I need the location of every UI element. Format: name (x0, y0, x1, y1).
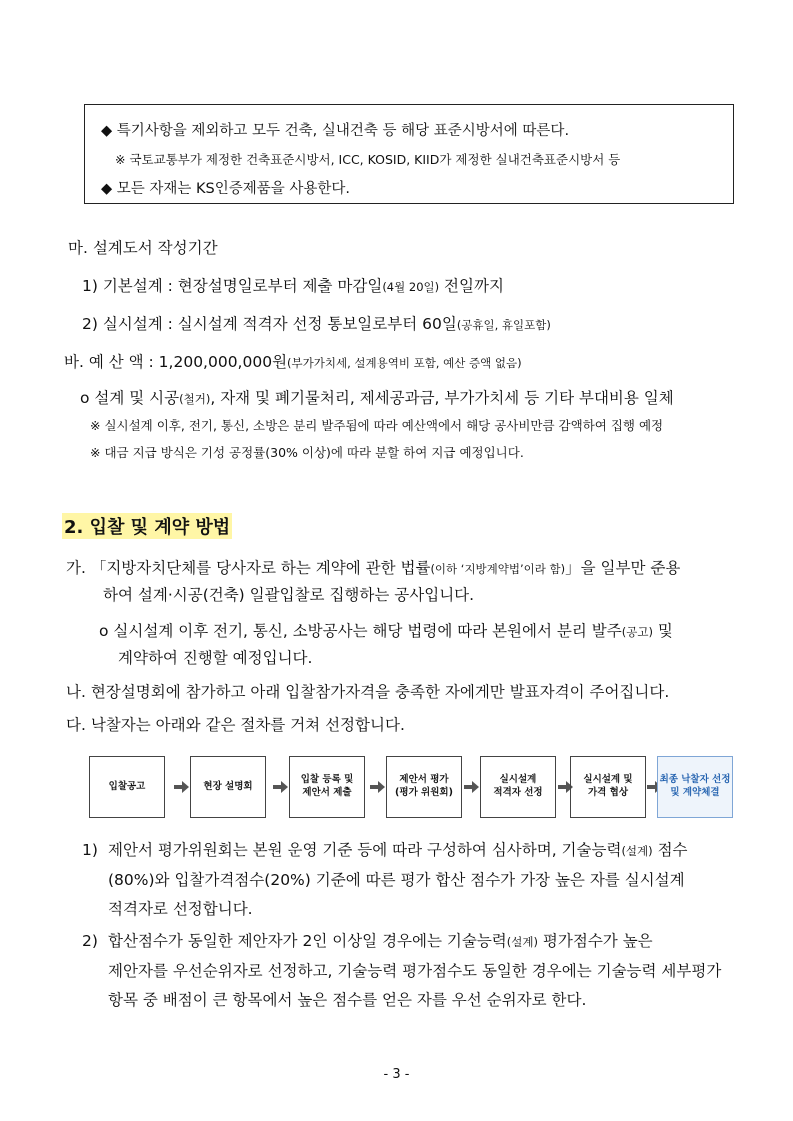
section-ga-sub-1-a: o 실시설계 이후 전기, 통신, 소방공사는 해당 법령에 따라 본원에서 분리 발주 (99, 622, 622, 640)
notice-box (84, 104, 734, 204)
paragraph-2-line-1 (108, 927, 738, 957)
section-ma-item-1-date: (4월 20일) (382, 280, 440, 294)
section-ga-sub-1-small: (공고) (621, 625, 653, 639)
section-ma-item-2-note: (공휴일, 휴일포함) (456, 318, 551, 332)
paragraph-2-line-1-small: (설계) (506, 935, 538, 949)
section-ga-line-1 (66, 556, 680, 578)
section-ba-bullet-b: , 자재 및 폐기물처리, 제세공과금, 부가가치세 등 기타 부대비용 일체 (210, 389, 674, 407)
section-ba-bullet (80, 386, 674, 408)
paragraph-1-line-1-b: 점수 (652, 841, 688, 859)
section-ma-item-2 (82, 312, 551, 334)
section-ba-note-1: ※ 실시설계 이후, 전기, 통신, 소방은 분리 발주됨에 따라 예산액에서 해당 공사비만큼 감액하여 집행 예정 (90, 418, 664, 433)
section-ga-sub-2: 계약하여 진행할 예정입니다. (118, 649, 313, 667)
paragraph-1-line-1-small: (설계) (621, 844, 653, 858)
flow-step-4: 제안서 평가 (평가 위원회) (386, 756, 462, 818)
section-ga-sub-1-b: 및 (652, 622, 673, 640)
paragraph-1-line-3: 적격자로 선정합니다. (108, 900, 253, 918)
paragraph-2-line-2: 제안자를 우선순위자로 선정하고, 기술능력 평가점수도 동일한 경우에는 기술능력 세부평가 (108, 962, 722, 980)
section-ga-line-2: 하여 설계·시공(건축) 일괄입찰로 집행하는 공사입니다. (103, 586, 475, 604)
flow-step-7: 최종 낙찰자 선정 및 계약체결 (657, 756, 733, 818)
section-ba-bullet-small: (철거) (179, 392, 211, 406)
section-ma-item-1 (82, 274, 504, 296)
paragraph-2-line-1-b: 평가점수가 높은 (537, 932, 653, 950)
section-ba-bullet-a: o 설계 및 시공 (80, 389, 180, 407)
paragraph-2-line-3: 항목 중 배점이 큰 항목에서 높은 점수를 얻은 자를 우선 순위자로 한다. (108, 991, 587, 1009)
section-ma-item-1-end: 전일까지 (439, 277, 504, 295)
notice-line-2: ◆ 모든 자재는 KS인증제품을 사용한다. (101, 181, 351, 197)
notice-line-1: ◆ 특기사항을 제외하고 모두 건축, 실내건축 등 해당 표준시방서에 따른다. (101, 123, 570, 139)
section-ga-line-1-a: 가. 「지방자치단체를 당사자로 하는 계약에 관한 법률 (66, 559, 431, 577)
flow-step-5: 실시설계 적격자 선정 (480, 756, 556, 818)
section-ba-budget-note: (부가가치세, 설계용역비 포함, 예산 증액 없음) (287, 356, 522, 370)
paragraph-1-line-2: (80%)와 입찰가격점수(20%) 기준에 따른 평가 합산 점수가 가장 높은 자를 실시설계 (108, 871, 685, 889)
paragraph-2-line-1-a: 합산점수가 동일한 제안자가 2인 이상일 경우에는 기술능력 (108, 932, 507, 950)
paragraph-2-number: 2) (82, 932, 98, 950)
section-ba-budget: 바. 예 산 액 : 1,200,000,000원 (64, 353, 288, 371)
notice-note: ※ 국토교통부가 제정한 건축표준시방서, ICC, KOSID, KIID가 제정한 실내건축표준시방서 등 (115, 152, 621, 167)
flow-step-6: 실시설계 및 가격 협상 (570, 756, 646, 818)
section-heading: 2. 입찰 및 계약 방법 (62, 513, 232, 539)
paragraph-1 (82, 836, 738, 924)
section-ba-title (64, 350, 522, 372)
section-da: 다. 낙찰자는 아래와 같은 절차를 거쳐 선정합니다. (66, 716, 405, 734)
paragraph-1-number: 1) (82, 841, 98, 859)
section-ga-line-1-b: 」을 일부만 준용 (565, 559, 681, 577)
flow-step-1: 입찰공고 (89, 756, 165, 818)
section-ma-title: 마. 설계도서 작성기간 (68, 239, 218, 257)
page-number: - 3 - (383, 1067, 410, 1082)
flow-step-3: 입찰 등록 및 제안서 제출 (289, 756, 365, 818)
paragraph-1-line-1 (108, 836, 738, 866)
section-ma-item-2-main: 2) 실시설계 : 실시설계 적격자 선정 통보일로부터 60일 (82, 315, 457, 333)
selection-flow (89, 756, 734, 818)
section-ga-line-1-small: (이하 ‘지방계약법’이라 함) (430, 562, 566, 576)
section-na: 나. 현장설명회에 참가하고 아래 입찰참가자격을 충족한 자에게만 발표자격이 주어집니다. (66, 683, 670, 701)
paragraph-2 (82, 927, 738, 1015)
section-ga-sub-1 (99, 619, 673, 641)
flow-step-2: 현장 설명회 (190, 756, 266, 818)
paragraph-1-line-1-a: 제안서 평가위원회는 본원 운영 기준 등에 따라 구성하여 심사하며, 기술능력 (108, 841, 622, 859)
section-ba-note-2: ※ 대금 지급 방식은 기성 공정률(30% 이상)에 따라 분할 하여 지급 예정입니다. (90, 445, 524, 460)
section-ma-item-1-main: 1) 기본설계 : 현장설명일로부터 제출 마감일 (82, 277, 383, 295)
